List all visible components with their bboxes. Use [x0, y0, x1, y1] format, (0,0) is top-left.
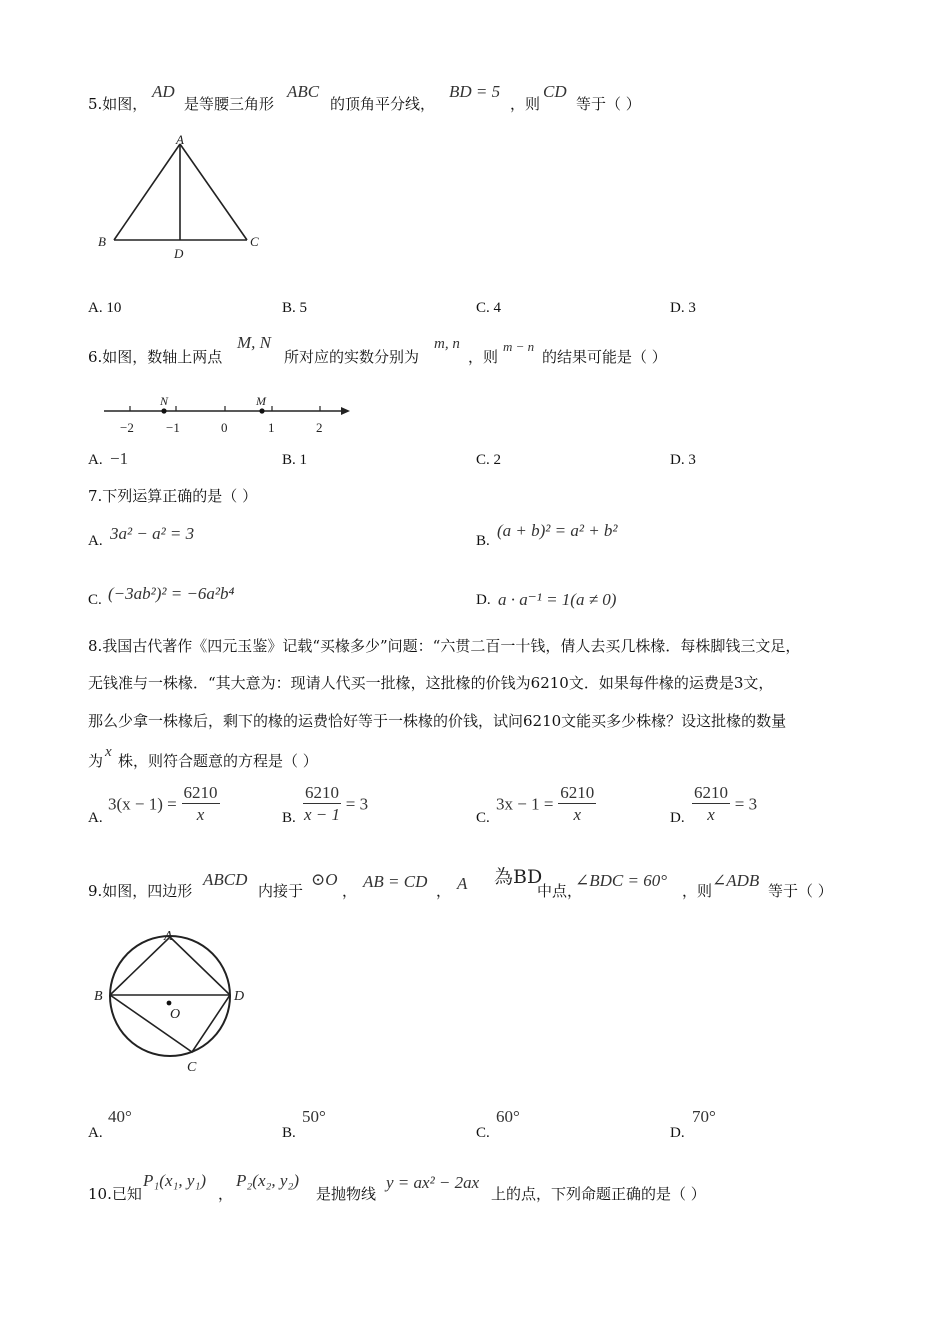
q5-stem-d: ，则 — [510, 95, 541, 113]
q5-option-a: A. 10 — [88, 300, 122, 316]
q5-math-bd: BD = 5 — [449, 82, 501, 101]
q9-option-c-letter: C. — [476, 1125, 490, 1141]
q6-tick-2: 2 — [316, 420, 323, 435]
q5-option-d: D. 3 — [670, 300, 696, 316]
q8-option-d-num: 6210 — [694, 783, 728, 802]
q9-option-b-letter: B. — [282, 1125, 296, 1141]
q8-option-a-left: 3(x − 1) = — [108, 794, 177, 814]
q6-point-m — [259, 408, 264, 413]
q8-option-b-num: 6210 — [305, 783, 339, 802]
q6-option-a-value: −1 — [110, 449, 129, 468]
q7-option-b-expr: (a + b)² = a² + b² — [497, 521, 618, 540]
q9-center-point — [167, 1001, 172, 1006]
q10-math-parabola: y = ax² − 2ax — [386, 1173, 480, 1192]
q9-option-d-value: 70° — [692, 1107, 716, 1126]
q9-circle-figure — [90, 922, 260, 1082]
q5-option-b: B. 5 — [282, 300, 308, 316]
q5-option-c: C. 4 — [476, 300, 502, 316]
q8-option-c-letter: C. — [476, 810, 490, 826]
q6-stem-d: 的结果可能是（ ） — [542, 348, 667, 366]
q6-option-d: D. 3 — [670, 452, 696, 468]
q9-option-a-letter: A. — [88, 1125, 103, 1141]
q6-stem-b: 所对应的实数分别为 — [284, 348, 420, 366]
q8-option-d-right: = 3 — [734, 794, 758, 814]
q9-math-a: A — [457, 874, 468, 893]
q9-stem-d: ， — [436, 882, 452, 900]
q9-stem-a: 9.如图，四边形 — [88, 882, 193, 900]
q8-option-b-den: x − 1 — [303, 805, 341, 824]
q6-option-a-letter: A. — [88, 452, 103, 468]
q7-option-d-letter: D. — [476, 592, 491, 608]
q8-option-a-num: 6210 — [183, 783, 218, 802]
q5-math-cd: CD — [543, 82, 567, 101]
q9-math-abcd: ABCD — [203, 870, 248, 889]
q10-stem-a: 10.已知 — [88, 1185, 142, 1203]
q8-option-c-den: x — [573, 805, 581, 824]
q8-option-d-den: x — [707, 805, 715, 824]
q5-stem-a: 5.如图， — [88, 95, 148, 113]
q9-option-a-value: 40° — [108, 1107, 132, 1126]
q8-option-c-equation — [496, 783, 596, 826]
q8-option-d-letter: D. — [670, 810, 685, 826]
q9-stem-c: ， — [342, 882, 358, 900]
q9-stem-e: 中点， — [537, 882, 583, 900]
q8-option-b-letter: B. — [282, 810, 296, 826]
q8-option-a-equation — [108, 783, 220, 826]
q6-option-c: C. 2 — [476, 452, 502, 468]
q5-label-b: B — [98, 234, 106, 249]
q9-label-a: A — [164, 929, 173, 944]
q9-math-o: ⊙O — [311, 870, 338, 889]
q6-tick-1: 1 — [268, 420, 275, 435]
q6-stem-c: ，则 — [468, 348, 499, 366]
q8-option-a-letter: A. — [88, 810, 103, 826]
q9-option-d-letter: D. — [670, 1125, 685, 1141]
q6-math-expr: m − n — [503, 339, 535, 354]
q8-line-4-b: 株，则符合题意的方程是（ ） — [118, 752, 318, 770]
q9-math-ab-eq-cd: AB = CD — [363, 872, 428, 891]
q10-stem-c: 是抛物线 — [316, 1185, 377, 1203]
q9-math-angle-bdc: ∠BDC = 60° — [575, 871, 668, 890]
q6-point-n — [161, 408, 166, 413]
q9-label-c: C — [187, 1060, 197, 1075]
q5-stem-c: 的顶角平分线， — [330, 95, 436, 113]
q8-line-2: 无钱准与一株椽．“其大意为：现请人代买一批椽，这批椽的价钱为6210文．如果每件椽的运费是3文， — [88, 674, 774, 692]
q8-option-c-num: 6210 — [560, 783, 595, 802]
q6-option-b: B. 1 — [282, 452, 308, 468]
q7-option-a-expr: 3a² − a² = 3 — [110, 524, 195, 543]
q8-line-3: 那么少拿一株椽后，剩下的椽的运费恰好等于一株椽的价钱，试问6210文能买多少株椽？设这批椽的数量 — [88, 712, 787, 730]
q9-option-b-value: 50° — [302, 1107, 326, 1126]
q10-math-p1: P₁(x₁, y₁) — [143, 1171, 207, 1190]
q6-math-mn2: m, n — [434, 336, 460, 352]
q7-option-a-letter: A. — [88, 533, 103, 549]
q8-option-b-equation — [303, 783, 368, 826]
q9-option-c-value: 60° — [496, 1107, 520, 1126]
q5-label-c: C — [250, 234, 259, 249]
q7-stem: 7.下列运算正确的是（ ） — [88, 487, 258, 505]
q6-math-mn: M, N — [237, 333, 271, 352]
q8-option-b-fraction — [303, 783, 341, 826]
q8-option-a-fraction — [182, 783, 220, 826]
q8-option-d-equation — [692, 783, 757, 826]
q10-stem-b: ， — [218, 1185, 234, 1203]
q8-option-a-den: x — [196, 805, 205, 824]
q10-math-p2: P₂(x₂, y₂) — [236, 1171, 300, 1190]
q5-math-ad: AD — [152, 82, 175, 101]
q8-line-1: 8.我国古代著作《四元玉鉴》记载“买椽多少”问题：“六贯二百一十钱，倩人去买几株椽．每株脚钱三文足， — [88, 637, 801, 655]
q5-triangle-figure — [90, 132, 270, 264]
q8-line-4-x: x — [105, 744, 112, 760]
q5-stem-b: 是等腰三角形 — [184, 95, 275, 113]
q8-option-b-right: = 3 — [345, 794, 369, 814]
q6-label-m: M — [256, 394, 266, 408]
q7-option-b-letter: B. — [476, 533, 490, 549]
q9-garbled-text: 為BD — [494, 866, 543, 888]
q6-tick-neg2: −2 — [120, 420, 134, 435]
q8-option-d-fraction — [692, 783, 730, 826]
q8-option-c-left: 3x − 1 = — [496, 794, 554, 814]
q9-math-angle-adb: ∠ADB — [712, 871, 760, 890]
q9-label-b: B — [94, 989, 103, 1004]
q5-label-d: D — [174, 246, 184, 261]
q9-label-o: O — [170, 1007, 181, 1022]
q8-line-4-a: 为 — [88, 752, 104, 770]
q7-option-c-letter: C. — [88, 592, 102, 608]
q5-stem-e: 等于（ ） — [576, 95, 641, 113]
q5-math-abc: ABC — [287, 82, 320, 101]
q6-tick-0: 0 — [221, 420, 228, 435]
q9-label-d: D — [234, 989, 245, 1004]
q6-tick-neg1: −1 — [166, 420, 180, 435]
q10-stem-d: 上的点，下列命题正确的是（ ） — [491, 1185, 706, 1203]
q8-option-c-fraction — [558, 783, 596, 826]
q9-stem-b: 内接于 — [258, 882, 304, 900]
q5-label-a: A — [176, 132, 184, 147]
q6-stem-a: 6.如图，数轴上两点 — [88, 348, 223, 366]
q9-stem-f: ，则 — [682, 882, 713, 900]
q6-number-line — [98, 392, 358, 436]
q6-label-n: N — [160, 394, 169, 408]
q7-option-c-expr: (−3ab²)² = −6a²b⁴ — [108, 584, 235, 603]
q7-option-d-expr: a · a⁻¹ = 1(a ≠ 0) — [498, 590, 617, 609]
q9-stem-g: 等于（ ） — [768, 882, 833, 900]
